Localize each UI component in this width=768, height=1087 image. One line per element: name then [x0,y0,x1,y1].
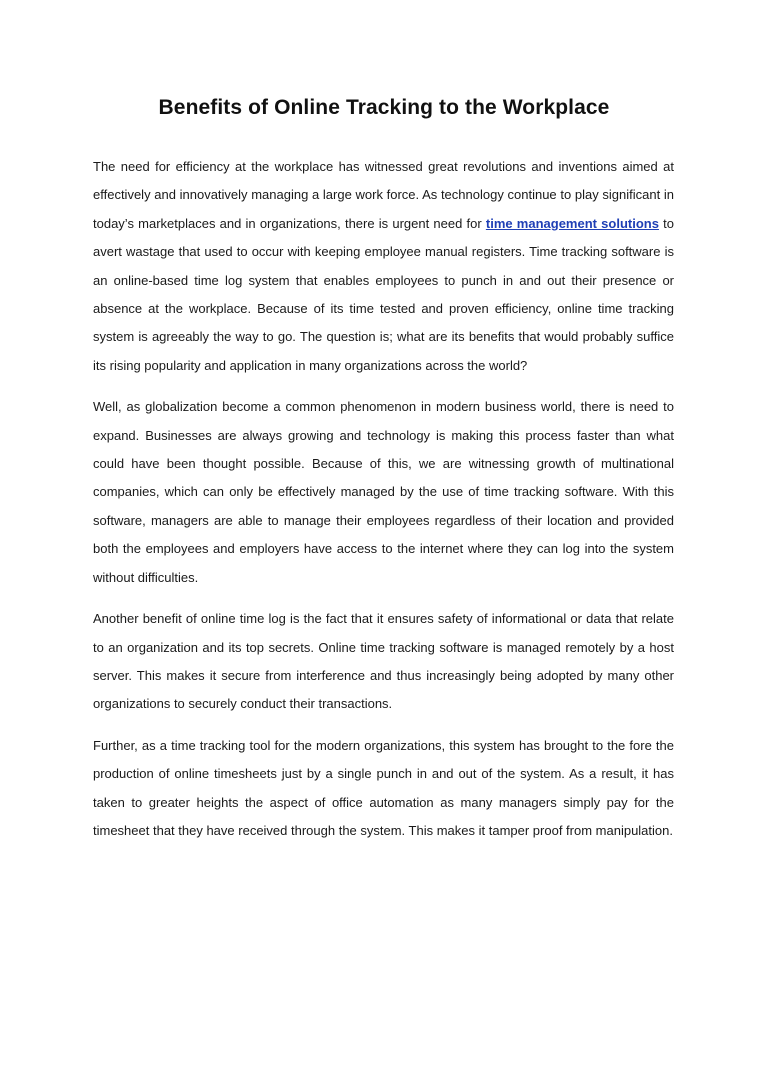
paragraph-4: Further, as a time tracking tool for the modern organizations, this system has brought to the fore the production of online timesheets just by a single punch in and out of the system. As a result, it has taken to greater heights the aspect of office automation as many managers simply pay for the timesheet that they have received through the system. This makes it tamper proof from manipulation. [93,737,674,838]
document-title: Benefits of Online Tracking to the Workplace [158,96,610,119]
paragraph-1-text-after-link: to avert wastage that used to occur with keeping employee manual registers. Time tracking software is an online-based time log system that enables employees to punch in and out their presence or absence at the workplace. Because of its time tested and proven efficiency, online time tracking system is agreeably the way to go. The question is; what are its benefits that would probably suffice its rising popularity and application in many organizations across the world? [93,215,674,373]
paragraph-2: Well, as globalization become a common phenomenon in modern business world, there is need to expand. Businesses are always growing and technology is making this process faster than what could have been thought possible. Because of this, we are witnessing growth of multinational companies, which can only be effectively managed by the use of time tracking software. With this software, managers are able to manage their employees regardless of their location and provided both the employees and employers have access to the internet where they can log into the system without difficulties. [93,399,674,585]
document-body [93,153,674,858]
paragraph-1 [93,153,674,380]
time-management-solutions-link[interactable]: time management solutions [485,215,659,231]
paragraph-1-text-before-link: The need for efficiency at the workplace has witnessed great revolutions and inventions aimed at effectively and innovatively managing a large work force. As technology continue to play significant in today’s marketplaces and in organizations, there is urgent need for [93,159,674,231]
paragraph-3: Another benefit of online time log is the fact that it ensures safety of informational or data that relate to an organization and its top secrets. Online time tracking software is managed remotely by a host server. This makes it secure from interference and thus increasingly being adopted by many other organizations to securely conduct their transactions. [93,611,674,712]
